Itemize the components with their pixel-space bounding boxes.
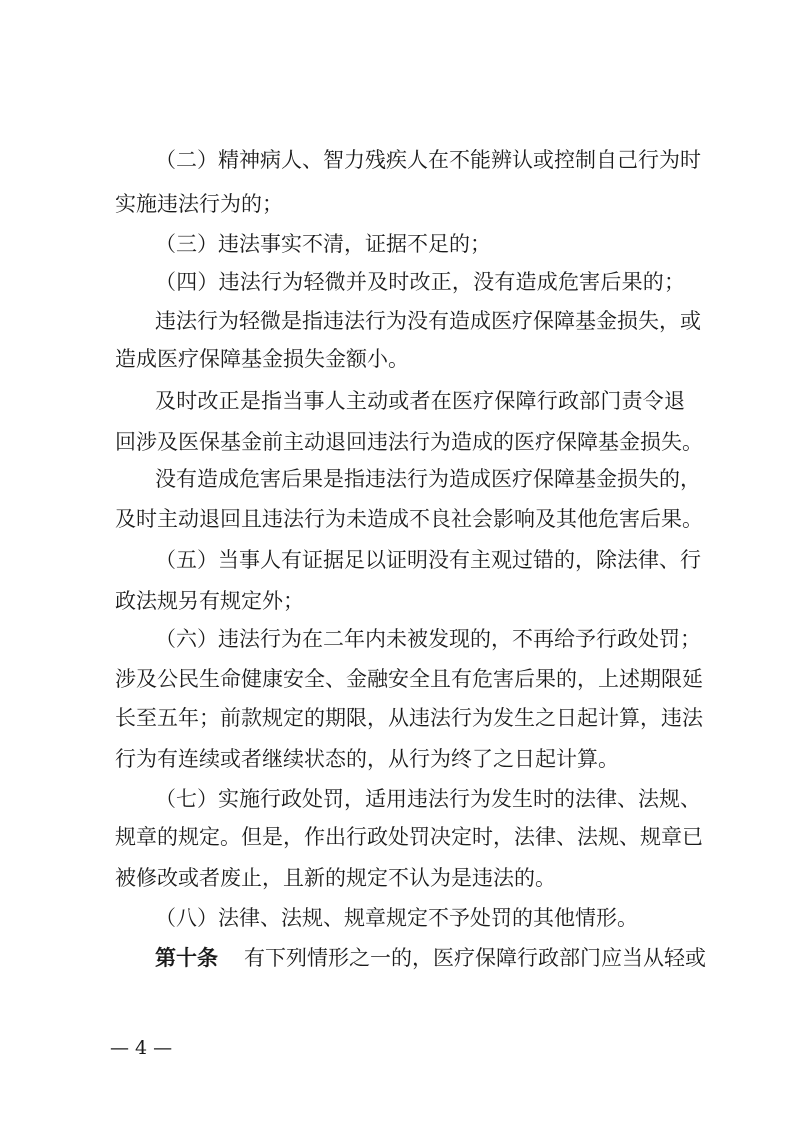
paragraph-line: 造成医疗保障基金损失金额小。 <box>115 347 409 371</box>
paragraph-line: （四）违法行为轻微并及时改正，没有造成危害后果的； <box>155 270 685 294</box>
paragraph-line: 及时改正是指当事人主动或者在医疗保障行政部门责令退 <box>155 389 685 413</box>
paragraph-line: 行为有连续或者继续状态的，从行为终了之日起计算。 <box>115 747 619 771</box>
article-label: 第十条 <box>155 945 218 970</box>
paragraph-line: 及时主动退回且违法行为未造成不良社会影响及其他危害后果。 <box>115 507 703 531</box>
paragraph-line: （二）精神病人、智力残疾人在不能辨认或控制自己行为时 <box>155 148 701 172</box>
paragraph-line: （五）当事人有证据足以证明没有主观过错的，除法律、行 <box>155 548 701 572</box>
paragraph-line: 没有造成危害后果是指违法行为造成医疗保障基金损失的， <box>155 467 701 491</box>
page-number: — 4 — <box>110 1037 173 1059</box>
paragraph-line: 政法规另有规定外； <box>115 589 304 613</box>
article-line <box>155 944 706 972</box>
paragraph-line: （六）违法行为在二年内未被发现的，不再给予行政处罚； <box>155 627 701 651</box>
paragraph-line: 回涉及医保基金前主动退回违法行为造成的医疗保障基金损失。 <box>115 430 703 454</box>
article-text: 有下列情形之一的，医疗保障行政部门应当从轻或 <box>244 946 706 970</box>
paragraph-line: （七）实施行政处罚，适用违法行为发生时的法律、法规、 <box>155 787 701 811</box>
paragraph-line: 被修改或者废止，且新的规定不认为是违法的。 <box>115 866 556 890</box>
paragraph-line: （三）违法事实不清，证据不足的； <box>155 232 491 256</box>
paragraph-line: 涉及公民生命健康安全、金融安全且有危害后果的，上述期限延 <box>115 667 703 691</box>
paragraph-line: 实施违法行为的； <box>115 192 283 216</box>
paragraph-line: 长至五年；前款规定的期限，从违法行为发生之日起计算，违法 <box>115 706 703 730</box>
paragraph-line: 违法行为轻微是指违法行为没有造成医疗保障基金损失，或 <box>155 309 701 333</box>
paragraph-line: （八）法律、法规、规章规定不予处罚的其他情形。 <box>155 906 638 930</box>
paragraph-line: 规章的规定。但是，作出行政处罚决定时，法律、法规、规章已 <box>115 825 703 849</box>
